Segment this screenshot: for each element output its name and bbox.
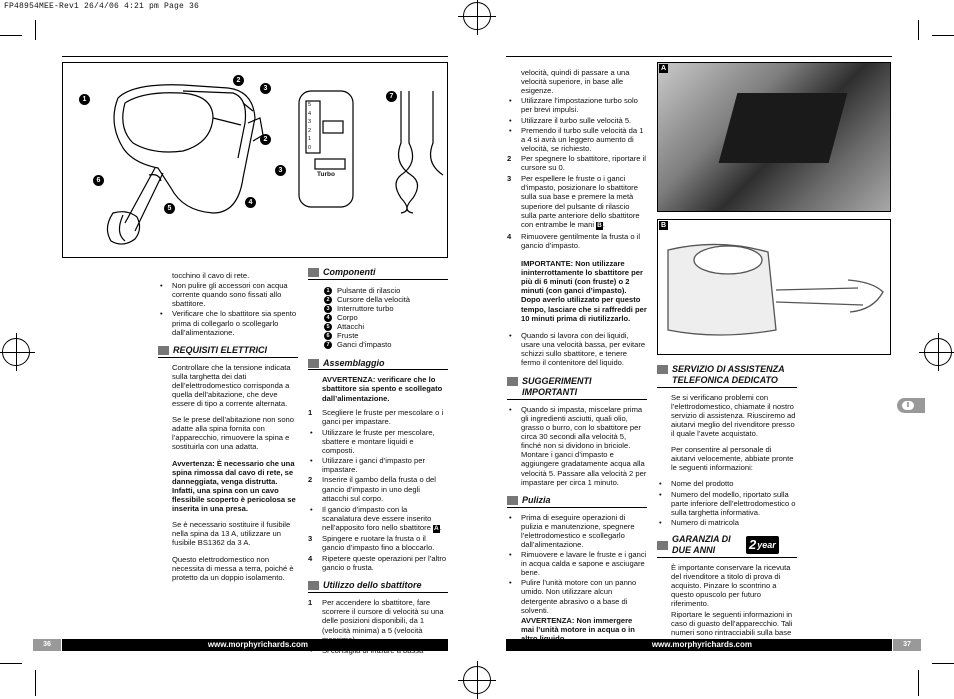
component-item: 1 Pulsante di rilascio <box>324 286 448 295</box>
cleaning-warning: AVVERTENZA: Non immergere mai l’unità motore in acqua o in <box>521 615 635 634</box>
component-item: 6 Fruste <box>324 331 448 340</box>
section-heading-service: SERVIZIO DI ASSISTENZA TELEFONICA DEDICATO <box>657 364 797 388</box>
tips-bullet: • Quando si impasta, miscelare prima gli ingredienti asciutti, quali olio, grasso o burro, con lo sbattitore per circa 30 secondi alla velocità 5, finché non si dividono in briciole. Montare i ganci d’impasto e aggiungere gradatamente acqua alla velocità 5. Passare alla velocità 2 per impastare per circa 1 minuto. <box>507 405 647 487</box>
top-rule <box>62 56 448 57</box>
turbo-label: Turbo <box>317 171 335 178</box>
speed-label: 0 <box>308 144 312 151</box>
usage-continued: velocità, quindi di passare a una velocità superiore, in base alle esigenze. <box>521 68 630 96</box>
crop-mark <box>0 663 22 664</box>
liquid-bullet: • Quando si lavora con dei liquidi, usare una velocità bassa, per evitare schizzi sullo sbattitore, e tenere fermo il contenitore del liquido. <box>507 331 647 367</box>
page-number-left: 36 <box>33 639 61 651</box>
component-list <box>308 286 448 350</box>
crop-mark <box>918 20 919 40</box>
service-paragraph: Se si verificano problemi con l’elettrodomestico, chiamate il nostro servizio di assistenza. Riusciremo ad aiutarvi meglio del rivenditore presso il quale l’avete acquistato. <box>671 392 796 439</box>
section-heading-assembly: Assemblaggio <box>308 358 448 371</box>
req-paragraph: Se le prese dell’abitazione non sono adatte alla spina fornita con l’apparecchio, rimuovere la spina e sostituirla con una adatta. <box>172 415 295 452</box>
heading-marker-icon <box>657 541 668 550</box>
section-heading-components: Componenti <box>308 267 448 280</box>
speed-label: 5 <box>308 102 312 108</box>
usage-bullet: • Premendo il turbo sulle velocità da 1 a 4 si avrà un leggero aumento di velocità, se richiesto. <box>507 126 647 153</box>
cleaning-bullet: • Pulire l’unità motore con un panno umido. Non utilizzare alcun detergente abrasivo o a base di solventi. <box>507 578 647 614</box>
language-tab <box>897 398 925 413</box>
usage-step: 4 Rimuovere gentilmente la frusta o il gancio d’impasto. <box>507 231 641 250</box>
crop-mark <box>0 35 22 36</box>
section-heading-usage: Utilizzo dello sbattitore <box>308 580 448 593</box>
assembly-step: 4 Ripetere queste operazioni per l’altro gancio o frusta. <box>308 554 447 573</box>
req-paragraph: Controllare che la tensione indicata sulla targhetta dei dati dell’elettrodomestico corrisponda a quella dell’abitazione, che deve essere di tipo a corrente alternata. <box>172 362 291 408</box>
req-warning: Avvertenza: È necessario che una spina rimossa dal cavo di rete, se danneggiata, venga distrutta. Infatti, una spina con un cavo flessibile scoperto è pericolosa se inserita in una presa. <box>172 458 296 514</box>
diagram-callout: 3 <box>260 83 271 94</box>
usage-bullet: • Utilizzare l’impostazione turbo solo per brevi impulsi. <box>507 96 647 114</box>
assembly-bullet: • Utilizzare le fruste per mescolare, sbattere e montare liquidi e composti. <box>308 428 448 455</box>
heading-marker-icon <box>158 346 169 355</box>
req-paragraph: Questo elettrodomestico non necessita di messa a terra, poiché è protetto da un doppio isolamento. <box>172 554 294 582</box>
registration-mark-icon <box>2 338 30 366</box>
assembly-step: 2 Inserire il gambo della frusta o del gancio d’impasto in uno degli attacchi sul corpo. <box>308 475 436 503</box>
warranty-paragraph: È importante conservare la ricevuta del rivenditore a titolo di prova di acquisto. Pinzare lo scontrino a questo opuscolo per futuro riferimento. <box>671 562 791 609</box>
right-column <box>507 68 647 650</box>
assembly-warning: AVVERTENZA: verificare che lo sbattitore sia spento e scollegato dall’alimentazione. <box>322 375 443 403</box>
important-note: IMPORTANTE: Non utilizzare ininterrottamente lo sbattitore per più di 6 minuti (con fruste) o 2 minuti (con ganci d’impasto). Dopo averlo utilizzato per questo tempo, lasciare che si raffreddi per 10 minuti prima di riutilizzarlo. <box>521 258 647 323</box>
intro-bullet: • Non pulire gli accessori con acqua corrente quando sono fissati allo sbattitore. <box>158 281 298 308</box>
component-item: 4 Corpo <box>324 313 448 322</box>
speed-labels <box>308 101 314 152</box>
figure-ref-b: B <box>597 221 602 229</box>
section-heading-requirements: REQUISITI ELETTRICI <box>158 345 298 358</box>
registration-mark-icon <box>924 338 952 366</box>
crop-mark <box>918 670 919 696</box>
diagram-callout: 6 <box>93 175 104 186</box>
footer-url: www.morphyrichards.com <box>651 640 752 649</box>
diagram-callout: 3 <box>275 165 286 176</box>
diagram-callout: 2 <box>260 134 271 145</box>
heading-marker-icon <box>308 268 319 277</box>
service-bullet: • Nome del prodotto <box>657 479 797 488</box>
usage-bullet: • Utilizzare il turbo sulle velocità 5. <box>507 116 647 125</box>
diagram-callout: 5 <box>164 203 175 214</box>
diagram-callout: 1 <box>79 94 90 105</box>
warranty-paragraph: Riportare le seguenti informazioni in caso di guasto dell’apparecchio. Tali numeri sono rintracciabili sulla base <box>671 610 793 638</box>
footer-url: www.morphyrichards.com <box>207 640 308 649</box>
usage-step: 2 Per spegnere lo sbattitore, riportare il cursore su 0. <box>507 153 646 173</box>
registration-mark-icon <box>463 666 491 694</box>
crop-mark <box>35 20 36 40</box>
section-heading-tips: SUGGERIMENTI IMPORTANTI <box>507 376 647 400</box>
service-paragraph: Per consentire al personale di aiutarvi velocemente, abbiate pronte le seguenti informazioni: <box>671 445 794 473</box>
heading-marker-icon <box>507 496 518 505</box>
assembly-step: 1 Scegliere le fruste per mescolare o i ganci per impastare. <box>308 407 444 426</box>
crop-mark <box>35 670 36 696</box>
figure-ref-a: A <box>434 525 439 532</box>
print-slug: FP48954MEE-Rev1 26/4/06 4:21 pm Page 36 <box>4 2 200 11</box>
diagram-callout: 2 <box>233 75 244 86</box>
component-item: 3 Interruttore turbo <box>324 304 448 313</box>
left-column <box>158 271 298 589</box>
cleaning-bullet: • Rimuovere e lavare le fruste e i ganci in acqua calda e sapone e asciugare bene. <box>507 550 647 577</box>
photo-label: A <box>661 65 667 72</box>
diagram-callout: 4 <box>245 197 256 208</box>
speed-label: 4 <box>308 110 312 117</box>
two-year-badge: 2 year <box>746 536 779 554</box>
assembly-bullet: • Il gancio d’impasto con la scanalatura deve essere inserito nell’apposito foro nello sbattitore A. <box>308 505 448 533</box>
heading-marker-icon <box>308 359 319 368</box>
heading-marker-icon <box>657 365 668 374</box>
speed-label: 1 <box>308 136 312 142</box>
parts-diagram <box>62 62 448 258</box>
footer-bar-right <box>506 639 892 651</box>
cleaning-bullet: • Prima di eseguire operazioni di pulizia e manutenzione, spegnere l’elettrodomestico e scollegarlo dall’alimentazione. <box>507 513 647 549</box>
req-paragraph: Se è necessario sostituire il fusibile nella spina da 13 A, utilizzare un fusibile BS1362 da 3 A. <box>172 520 291 548</box>
section-heading-warranty: GARANZIA DI DUE ANNI 2 year <box>657 534 797 558</box>
usage-step: 3 Per espellere le fruste o i ganci d’impasto, posizionare lo sbattitore sulla sua base e premere la metà superiore del pulsante di rilascio sulla parte anteriore dello sbattitore con entrambe le mani B. <box>507 174 640 229</box>
middle-column <box>308 267 448 656</box>
language-tab-letter: I <box>902 401 914 410</box>
intro-bullet: • Verificare che lo sbattitore sia spento prima di collegarlo o scollegarlo dall’alimentazione. <box>158 309 298 336</box>
speed-label: 2 <box>308 127 312 134</box>
service-bullet: • Numero del modello, riportato sulla parte inferiore dell’elettrodomestico o sulla targhetta informativa. <box>657 490 797 517</box>
component-item: 5 Attacchi <box>324 322 448 331</box>
component-item: 7 Ganci d’impasto <box>324 340 448 349</box>
photo-b <box>657 219 891 355</box>
assembly-bullet: • Utilizzare i ganci d’impasto per impastare. <box>308 456 448 474</box>
usage-step: 1 Per accendere lo sbattitore, fare scorrere il cursore di velocità su una delle posizioni disponibili, da 1 (velocità minima) a 5 (velocità <box>308 598 444 635</box>
heading-marker-icon <box>308 581 319 590</box>
far-right-column <box>657 364 797 644</box>
footer-bar-left <box>62 639 448 651</box>
top-rule <box>506 56 892 57</box>
photo-label: B <box>661 222 667 229</box>
heading-marker-icon <box>507 377 518 386</box>
crop-mark <box>932 663 954 664</box>
intro-text: tocchino il cavo di rete. <box>172 271 250 280</box>
speed-label: 3 <box>308 119 312 125</box>
component-item: 2 Cursore della velocità <box>324 295 448 304</box>
assembly-step: 3 Spingere e ruotare la frusta o il gancio d’impasto fino a bloccarlo. <box>308 534 435 553</box>
service-bullet: • Numero di matricola <box>657 518 797 527</box>
section-heading-cleaning: Pulizia <box>507 495 647 508</box>
page-number-right: 37 <box>893 639 921 651</box>
diagram-callout: 7 <box>386 91 397 102</box>
registration-mark-icon <box>463 2 491 30</box>
crop-mark <box>932 35 954 36</box>
photo-a <box>657 62 891 212</box>
mixer-photo-icon <box>658 220 890 354</box>
